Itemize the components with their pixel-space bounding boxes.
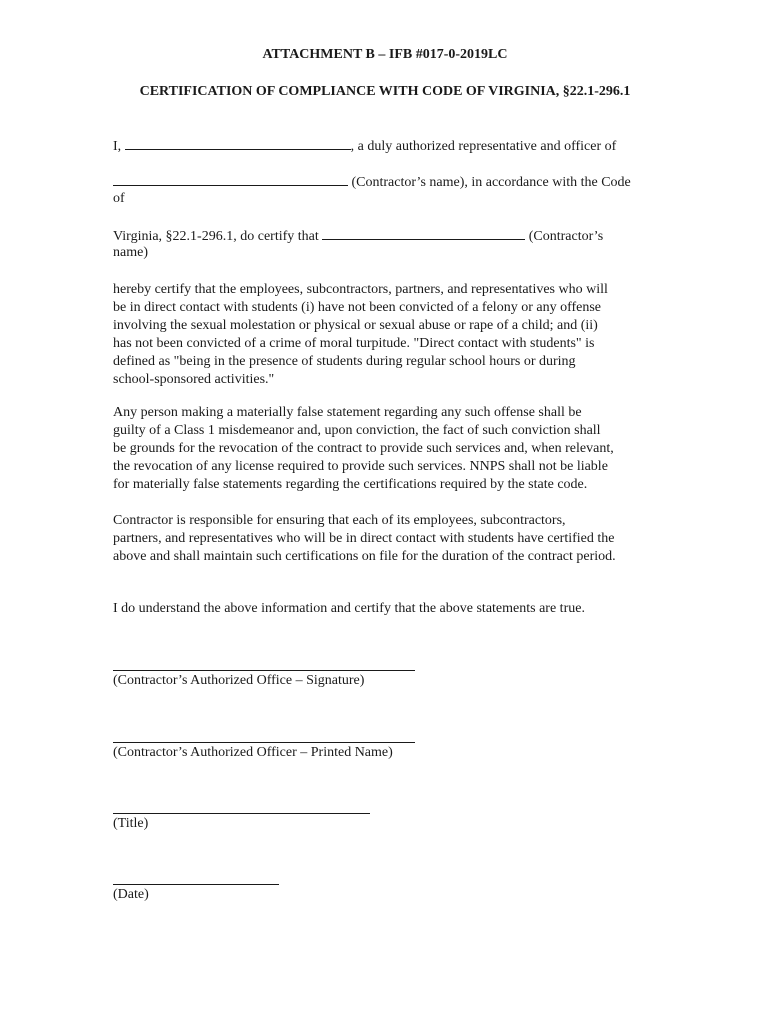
understanding-statement: I do understand the above information and certify that the above statements are true. xyxy=(113,601,585,616)
printed-name-line[interactable] xyxy=(113,742,415,743)
date-line[interactable] xyxy=(113,884,279,885)
signature-label: (Contractor’s Authorized Office – Signature) xyxy=(113,673,365,688)
contractor-name-suffix: (Contractor’s name), in accordance with the Code xyxy=(348,175,631,190)
certification-paragraph: hereby certify that the employees, subcontractors, partners, and representatives who will be in direct contact with students (i) have not been convicted of a felony or any offense involving the sexual molestation or physical or sexual abuse or rape of a child; and (ii) has not been convicted of a crime of moral turpitude. "Direct contact with students" is defined as "being in the presence of students during regular school hours or during school-sponsored activities." xyxy=(113,282,608,387)
document-title: ATTACHMENT B – IFB #017-0-2019LC xyxy=(262,47,508,62)
contractor-responsibility-paragraph: Contractor is responsible for ensuring that each of its employees, subcontractors, partners, and representatives who will be in direct contact with students have certified the above and shall maintain such certifications on file for the duration of the contract period. xyxy=(113,513,616,564)
representative-suffix: , a duly authorized representative and officer of xyxy=(350,139,617,154)
title-label: (Title) xyxy=(113,816,149,831)
certify-wrap: name) xyxy=(113,245,148,260)
representative-name-blank[interactable] xyxy=(125,137,351,150)
contractor-name-line xyxy=(113,173,631,191)
representative-line xyxy=(113,137,616,155)
contractor-name-blank[interactable] xyxy=(113,173,348,186)
representative-prefix: I, xyxy=(113,139,125,154)
false-statement-paragraph: Any person making a materially false statement regarding any such offense shall be guilty of a Class 1 misdemeanor and, upon conviction, the fact of such conviction shall be grounds for the revocation of the contract to provide such services and, when relevant, the revocation of any license required to provide such services. NNPS shall not be liable for materially false statements regarding the certifications required by the state code. xyxy=(113,405,614,492)
certify-contractor-blank[interactable] xyxy=(322,227,525,240)
document-subtitle: CERTIFICATION OF COMPLIANCE WITH CODE OF VIRGINIA, §22.1-296.1 xyxy=(139,84,631,99)
printed-name-label: (Contractor’s Authorized Officer – Printed Name) xyxy=(113,745,393,760)
certify-suffix: (Contractor’s xyxy=(525,229,604,244)
title-line[interactable] xyxy=(113,813,370,814)
signature-line[interactable] xyxy=(113,670,415,671)
certify-line xyxy=(113,227,603,245)
contractor-name-wrap: of xyxy=(113,191,125,206)
date-label: (Date) xyxy=(113,887,149,902)
certify-prefix: Virginia, §22.1-296.1, do certify that xyxy=(113,229,323,244)
